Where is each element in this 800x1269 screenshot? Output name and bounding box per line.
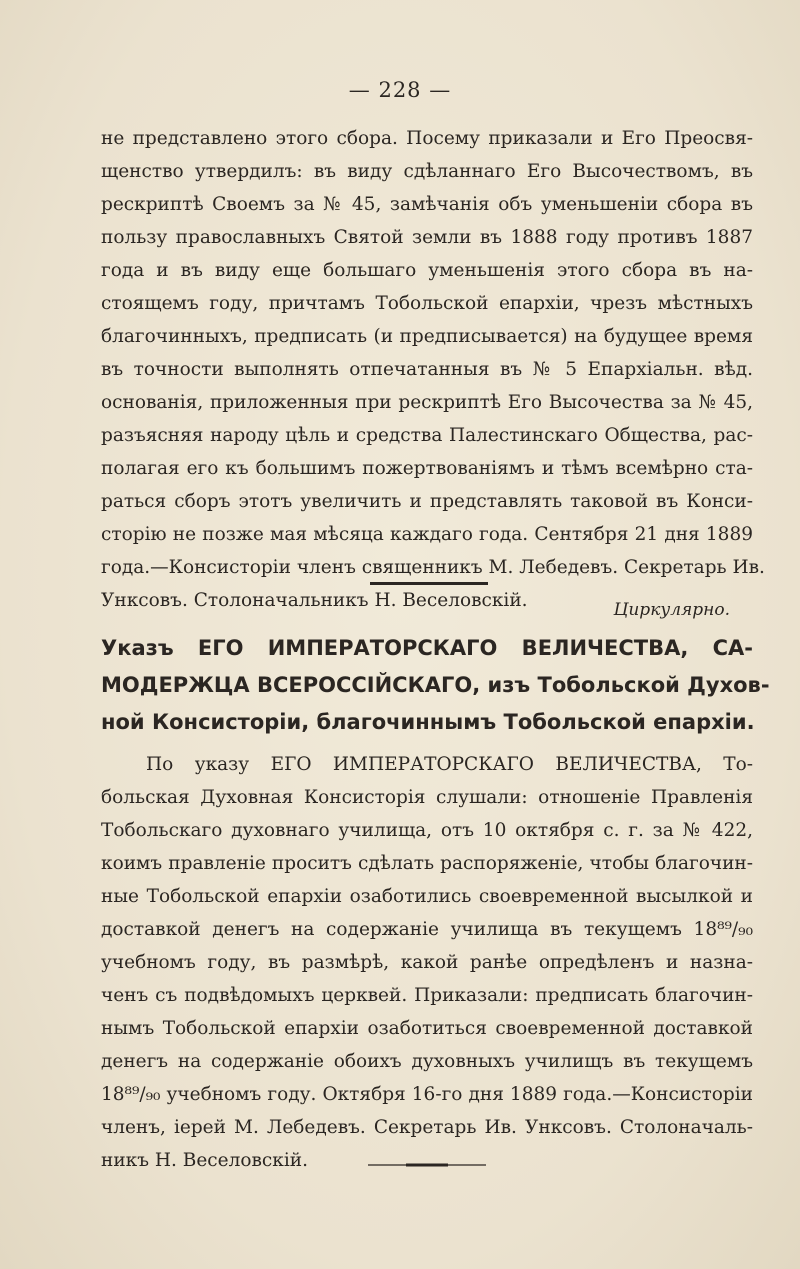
text-line: никъ Н. Веселовскій. (101, 1150, 308, 1171)
page-number: — 228 — (348, 78, 452, 102)
text-line: не представлено этого сбора. Посему приказали и Его Преосвя- (101, 128, 753, 149)
text-line: раться сборъ этотъ увеличить и представлять таковой въ Конси- (101, 491, 753, 512)
text-line: сторію не позже мая мѣсяца каждаго года. Сентября 21 дня 1889 (101, 524, 753, 545)
text-line: разъясняя народу цѣль и средства Палестинскаго Общества, рас- (101, 425, 753, 446)
text-line: пользу православныхъ Святой земли въ 1888 году противъ 1887 (101, 227, 753, 248)
paragraph-2 (101, 748, 753, 1177)
text-line: года и въ виду еще большаго уменьшенія этого сбора въ на- (101, 260, 753, 281)
text-line: стоящемъ году, причтамъ Тобольской епархіи, чрезъ мѣстныхъ (101, 293, 753, 314)
heading-line: Указъ ЕГО ИМПЕРАТОРСКАГО ВЕЛИЧЕСТВА, СА- (101, 636, 753, 660)
decree-heading (101, 630, 770, 741)
text-line: въ точности выполнять отпечатанныя въ № 5 Епархіальн. вѣд. (101, 359, 753, 380)
heading-line: МОДЕРЖЦА ВСЕРОССІЙСКАГО, изъ Тобольской Духов- (101, 673, 770, 697)
text-line: По указу ЕГО ИМПЕРАТОРСКАГО ВЕЛИЧЕСТВА, То- (146, 754, 753, 775)
heading-line: ной Консисторіи, благочиннымъ Тобольской епархіи. (101, 710, 755, 734)
text-line: полагая его къ большимъ пожертвованіямъ и тѣмъ всемѣрно ста- (101, 458, 753, 479)
text-line: 18⁸⁹/₉₀ учебномъ году. Октября 16-го дня 1889 года.—Консисторіи (101, 1084, 753, 1105)
text-line: нымъ Тобольской епархіи озаботиться своевременной доставкой (101, 1018, 753, 1039)
text-line: Тобольскаго духовнаго училища, отъ 10 октября с. г. за № 422, (101, 820, 753, 841)
section-divider (370, 582, 488, 585)
text-line: благочинныхъ, предписать (и предписывается) на будущее время (101, 326, 753, 347)
text-line: денегъ на содержаніе обоихъ духовныхъ училищъ въ текущемъ (101, 1051, 753, 1072)
text-line: коимъ правленіе проситъ сдѣлать распоряженіе, чтобы благочин- (101, 853, 753, 874)
paragraph-1 (101, 122, 765, 617)
text-line: года.—Консисторіи членъ священникъ М. Лебедевъ. Секретарь Ив. (101, 557, 765, 578)
end-ornament (368, 1162, 486, 1168)
text-line: Унксовъ. Столоначальникъ Н. Веселовскій. (101, 590, 528, 611)
text-line: ные Тобольской епархіи озаботились своевременной высылкой и (101, 886, 753, 907)
text-line: основанія, приложенныя при рескриптѣ Его Высочества за № 45, (101, 392, 753, 413)
text-line: больская Духовная Консисторія слушали: отношеніе Правленія (101, 787, 753, 808)
text-line: рескриптѣ Своемъ за № 45, замѣчанія объ уменьшеніи сбора въ (101, 194, 753, 215)
text-line: учебномъ году, въ размѣрѣ, какой ранѣе опредѣленъ и назна- (101, 952, 753, 973)
text-line: щенство утвердилъ: въ виду сдѣланнаго Его Высочествомъ, въ (101, 161, 753, 182)
text-line: доставкой денегъ на содержаніе училища въ текущемъ 18⁸⁹/₉₀ (101, 919, 753, 940)
text-line: ченъ съ подвѣдомыхъ церквей. Приказали: предписать благочин- (101, 985, 753, 1006)
addressee-note: Циркулярно. (613, 600, 730, 620)
text-line: членъ, іерей М. Лебедевъ. Секретарь Ив. Унксовъ. Столоначаль- (101, 1117, 753, 1138)
